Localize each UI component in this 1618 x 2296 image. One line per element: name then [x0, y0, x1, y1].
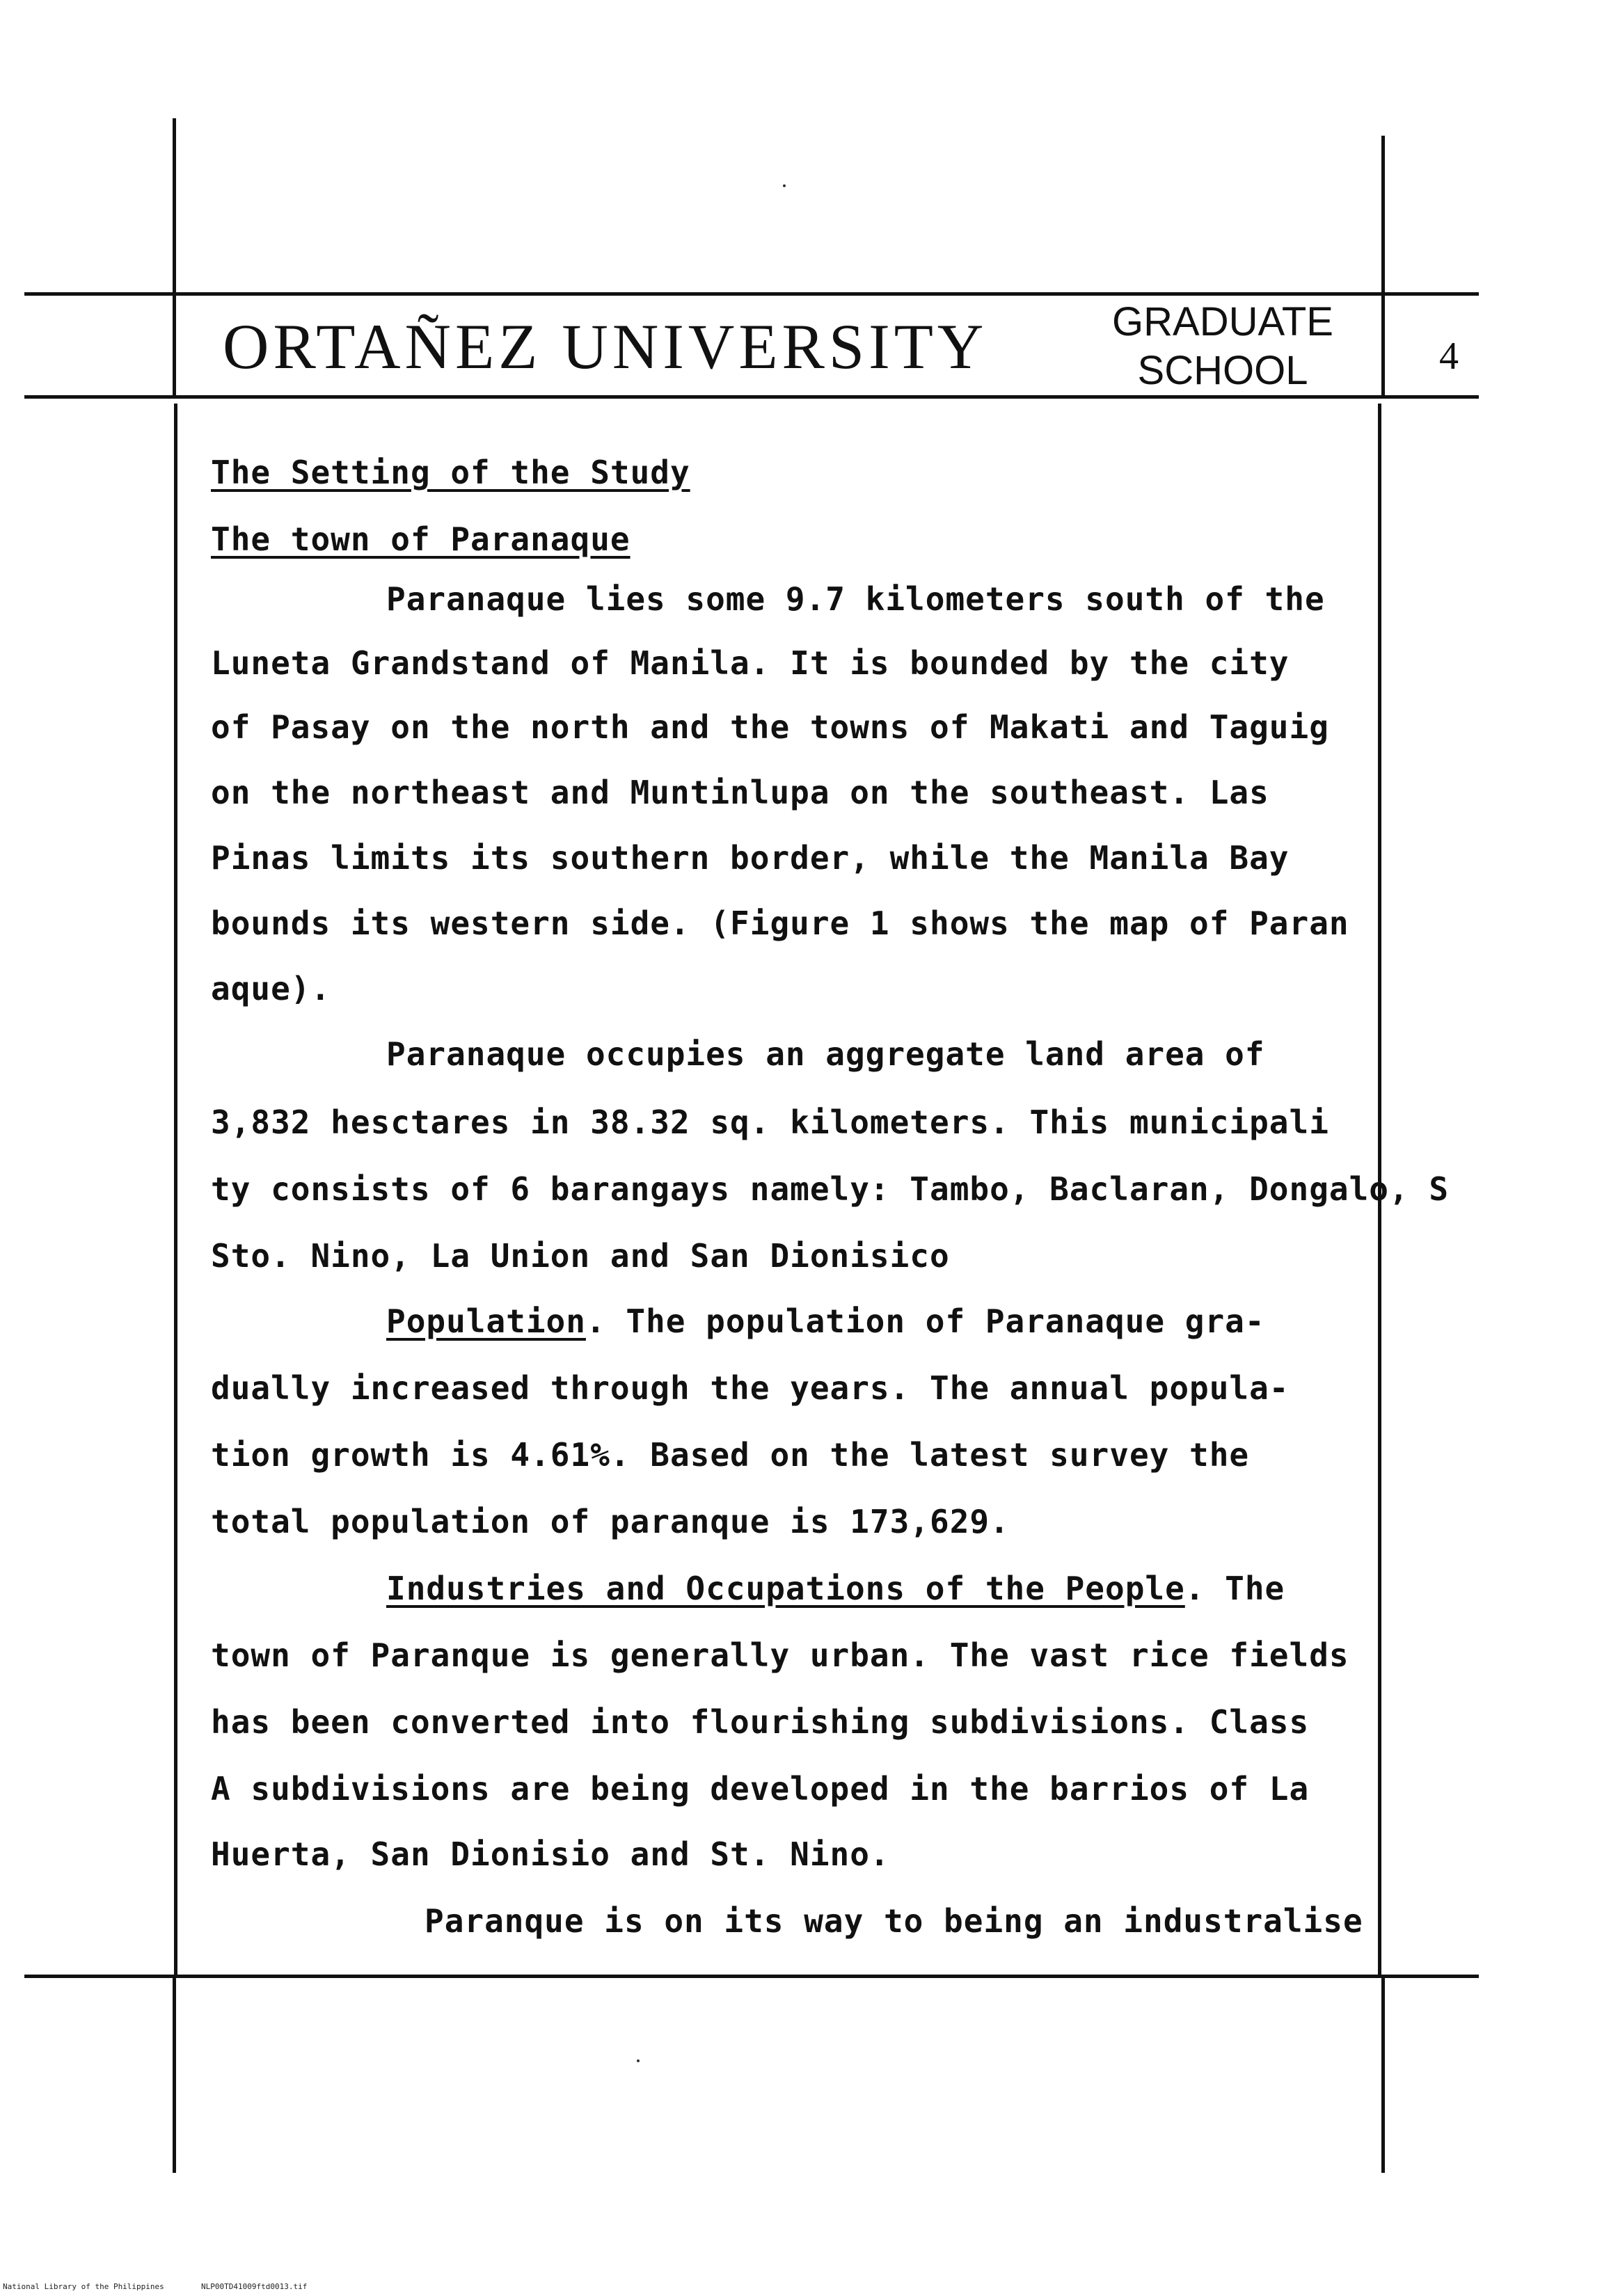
subsection-heading: The town of Paranaque [211, 520, 630, 558]
body-line: . The [1184, 1570, 1285, 1607]
body-line: aque). [211, 970, 331, 1007]
file-name: NLP00TD41009ftd0013.tif [201, 2282, 308, 2291]
industries-paragraph-first-line [386, 1570, 1555, 1607]
graduate-line: GRADUATE [1112, 299, 1333, 344]
right-margin-rule-top [1381, 136, 1385, 397]
body-line: dually increased through the years. The annual popula- [211, 1369, 1290, 1407]
body-line: A subdivisions are being developed in the barrios of La [211, 1770, 1310, 1808]
body-line: total population of paranque is 173,629. [211, 1503, 1010, 1540]
left-margin-rule-body [174, 404, 177, 1975]
body-line: of Pasay on the north and the towns of Makati and Taguig [211, 708, 1329, 746]
section-heading: The Setting of the Study [211, 454, 690, 491]
body-line: tion growth is 4.61%. Based on the latest survey the [211, 1436, 1250, 1474]
scan-speck [783, 184, 786, 187]
population-paragraph-first-line [386, 1302, 1555, 1340]
library-name: National Library of the Philippines [3, 2282, 164, 2291]
footer-top-rule [24, 1975, 1479, 1978]
scan-footer [3, 2282, 307, 2291]
body-line: Paranque is on its way to being an industralise [425, 1902, 1363, 1940]
school-line: SCHOOL [1137, 348, 1308, 393]
body-line: ty consists of 6 barangays namely: Tambo, Baclaran, Dongalo, S [211, 1170, 1450, 1208]
body-line: bounds its western side. (Figure 1 shows the map of Paran [211, 904, 1349, 942]
header-bottom-rule [24, 395, 1479, 399]
body-line: Huerta, San Dionisio and St. Nino. [211, 1835, 890, 1873]
body-line: has been converted into flourishing subdivisions. Class [211, 1703, 1310, 1741]
body-line: Luneta Grandstand of Manila. It is bounded by the city [211, 644, 1290, 682]
left-margin-rule-bottom [173, 1978, 176, 2173]
body-line: Paranaque occupies an aggregate land area of [386, 1035, 1265, 1073]
body-line: town of Paranque is generally urban. The vast rice fields [211, 1636, 1349, 1674]
population-heading: Population [386, 1302, 586, 1340]
body-line: Pinas limits its southern border, while the Manila Bay [211, 839, 1290, 877]
body-line: . The population of Paranaque gra- [585, 1302, 1265, 1340]
body-line: 3,832 hesctares in 38.32 sq. kilometers. This municipali [211, 1103, 1329, 1141]
university-name: ORTAÑEZ UNIVERSITY [223, 311, 988, 382]
industries-heading: Industries and Occupations of the People [386, 1570, 1185, 1607]
body-line: Sto. Nino, La Union and San Dionisico [211, 1237, 950, 1275]
left-margin-rule-top [173, 118, 176, 397]
header-top-rule [24, 292, 1479, 296]
body-line: on the northeast and Muntinlupa on the southeast. Las [211, 774, 1269, 811]
right-margin-rule-bottom [1381, 1978, 1385, 2173]
body-line: Paranaque lies some 9.7 kilometers south of the [386, 580, 1325, 618]
scan-speck [637, 2059, 640, 2062]
page-number: 4 [1439, 335, 1459, 378]
graduate-school-label [1094, 298, 1351, 395]
